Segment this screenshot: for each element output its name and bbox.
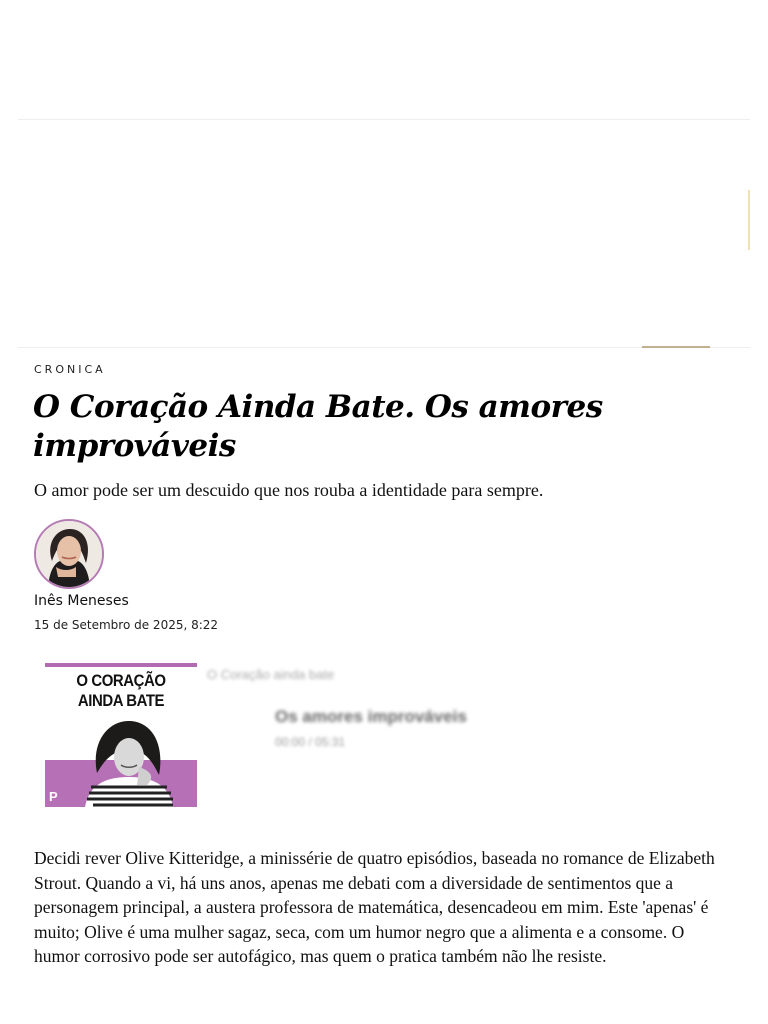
author-portrait-icon xyxy=(36,521,102,587)
podcast-episode-title: Os amores improváveis xyxy=(275,707,467,726)
cover-title xyxy=(54,671,188,711)
publish-date: 15 de Setembro de 2025, 8:22 xyxy=(34,618,219,632)
author-name[interactable]: Inês Meneses xyxy=(34,593,129,609)
ad-edge-line xyxy=(748,190,750,250)
cover-portrait-icon xyxy=(81,713,177,807)
podcast-time: 00:00 / 05:31 xyxy=(275,735,346,749)
article-paragraph: Decidi rever Olive Kitteridge, a minissérie de quatro episódios, baseada no romance de Elizabeth Strout. Quando a vi, há uns anos, apenas me debati com a diversidade de sentimentos que a personagem principal, a austera professora de matemática, desencadeou em mim. Este 'apenas' é muito; Olive é uma mulher sagaz, seca, com um humor negro que a alimenta e a consome. O humor corrosivo pode ser autofágico, mas quem o pratica também não lhe resiste. xyxy=(34,848,715,967)
podcast-player[interactable] xyxy=(45,663,735,808)
cover-title-line-1: O CORAÇÃO xyxy=(76,671,166,690)
article-headline: O Coração Ainda Bate. Os amores improváveis xyxy=(33,389,603,464)
article-subheadline: O amor pode ser um descuido que nos rouba a identidade para sempre. xyxy=(34,480,544,500)
section-label[interactable]: CRONICA xyxy=(34,363,106,376)
podcast-cover[interactable] xyxy=(45,663,197,807)
cover-title-line-2: AINDA BATE xyxy=(77,691,165,710)
advertisement-slot xyxy=(18,119,750,348)
publisher-logo: P xyxy=(49,789,58,804)
author-avatar[interactable] xyxy=(34,519,104,589)
cover-top-line xyxy=(45,663,197,667)
ad-bottom-strip xyxy=(642,346,710,348)
podcast-show-name: O Coração ainda bate xyxy=(207,667,335,682)
